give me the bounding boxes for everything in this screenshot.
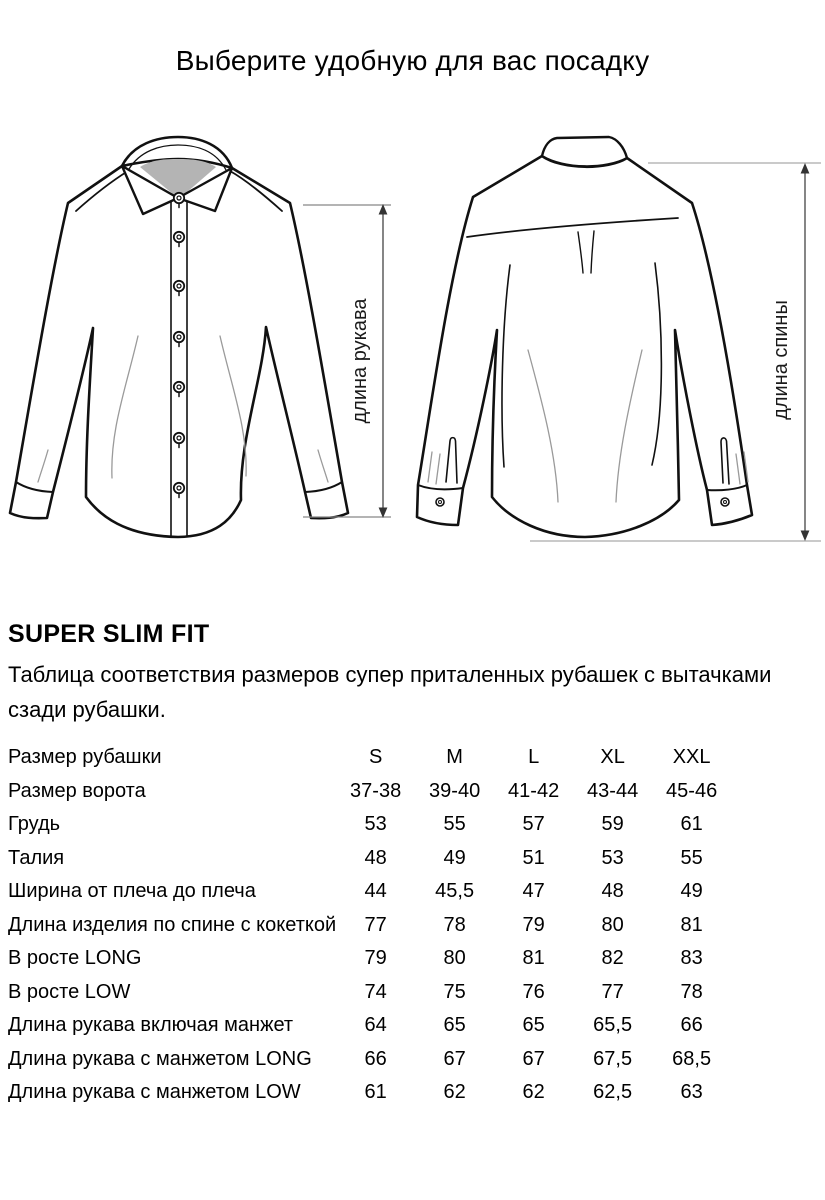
size-value-cell: 41-42 [508,779,560,802]
shirts-diagram [0,120,825,565]
table-row [8,1009,731,1043]
table-row [8,976,731,1010]
size-value-cell: 65 [443,1014,466,1037]
size-value-cell: 77 [364,913,387,936]
size-value-cell: 55 [680,846,703,869]
size-value-cell: 83 [680,947,703,970]
row-label: Размер ворота [8,779,146,802]
table-row [8,775,731,809]
size-value-cell: M [446,746,463,769]
size-value-cell: 78 [443,913,466,936]
size-value-cell: 67 [443,1047,466,1070]
size-value-cell: 49 [443,846,466,869]
shirt-front-outline [10,159,348,537]
size-value-cell: 75 [443,980,466,1003]
size-value-cell: 48 [364,846,387,869]
shirt-back-outline [417,156,752,537]
size-value-cell: 81 [522,947,545,970]
size-value-cell: 79 [522,913,545,936]
size-value-cell: XXL [672,746,711,769]
back-length-label: длина спины [770,300,792,420]
row-label: Длина рукава включая манжет [8,1014,294,1037]
size-value-cell: 80 [443,947,466,970]
shirt-back-drawing [417,137,752,537]
size-value-cell: 45-46 [666,779,718,802]
size-value-cell: 62 [443,1081,466,1104]
size-value-cell: 65,5 [593,1014,633,1037]
size-value-cell: 48 [601,880,624,903]
row-label: Длина рукава с манжетом LOW [8,1081,301,1104]
size-value-cell: 68,5 [672,1047,712,1070]
size-value-cell: 61 [364,1081,387,1104]
size-value-cell: 45,5 [435,880,475,903]
size-value-cell: 43-44 [587,779,639,802]
page-title: Выберите удобную для вас посадку [175,45,650,76]
description-line: сзади рубашки. [8,697,166,722]
size-value-cell: 76 [522,980,545,1003]
description-line: Таблица соответствия размеров супер приталенных рубашек с вытачками [8,662,772,687]
size-value-cell: 80 [601,913,624,936]
table-row [8,1076,731,1110]
size-value-cell: 67 [522,1047,545,1070]
row-label: Длина рукава с манжетом LONG [8,1047,312,1070]
table-row [8,808,731,842]
row-label: Длина изделия по спине с кокеткой [8,913,337,936]
size-value-cell: 37-38 [350,779,402,802]
size-table [8,741,731,1110]
row-label: Грудь [8,813,61,836]
size-value-cell: 62 [522,1081,545,1104]
size-value-cell: 66 [364,1047,387,1070]
size-value-cell: 44 [364,880,387,903]
size-value-cell: 49 [680,880,703,903]
size-value-cell: 81 [680,913,703,936]
size-value-cell: 57 [522,813,545,836]
row-label: Талия [8,846,65,869]
table-row [8,741,731,775]
size-value-cell: 66 [680,1014,703,1037]
size-value-cell: L [528,746,540,769]
size-value-cell: 64 [364,1014,387,1037]
size-value-cell: 47 [522,880,545,903]
row-label: Ширина от плеча до плеча [8,880,256,903]
table-row [8,875,731,909]
size-value-cell: 78 [680,980,703,1003]
size-value-cell: 61 [680,813,703,836]
arrowhead-up-icon [801,163,810,174]
sleeve-length-label: длина рукава [349,298,371,424]
arrowhead-down-icon [801,531,810,542]
size-value-cell: 62,5 [593,1081,633,1104]
size-value-cell: 63 [680,1081,703,1104]
size-value-cell: 53 [364,813,387,836]
shirt-front-drawing [10,137,348,537]
size-value-cell: 53 [601,846,624,869]
size-value-cell: 51 [522,846,545,869]
table-row [8,1043,731,1077]
size-value-cell: XL [600,746,625,769]
row-label: Размер рубашки [8,746,162,769]
row-label: В росте LONG [8,947,142,970]
size-value-cell: 65 [522,1014,545,1037]
table-row [8,842,731,876]
fit-section-heading: SUPER SLIM FIT [8,620,210,648]
size-value-cell: 39-40 [429,779,481,802]
size-value-cell: 59 [601,813,624,836]
back-collar-stand [542,137,627,166]
size-value-cell: 67,5 [593,1047,633,1070]
size-value-cell: 77 [601,980,624,1003]
fit-section-description [8,657,771,727]
size-value-cell: 55 [443,813,466,836]
size-value-cell: 74 [364,980,387,1003]
row-label: В росте LOW [8,980,131,1003]
size-value-cell: 82 [601,947,624,970]
table-row [8,942,731,976]
size-table-body [8,741,731,1110]
size-value-cell: S [368,746,383,769]
size-value-cell: 79 [364,947,387,970]
table-row [8,909,731,943]
